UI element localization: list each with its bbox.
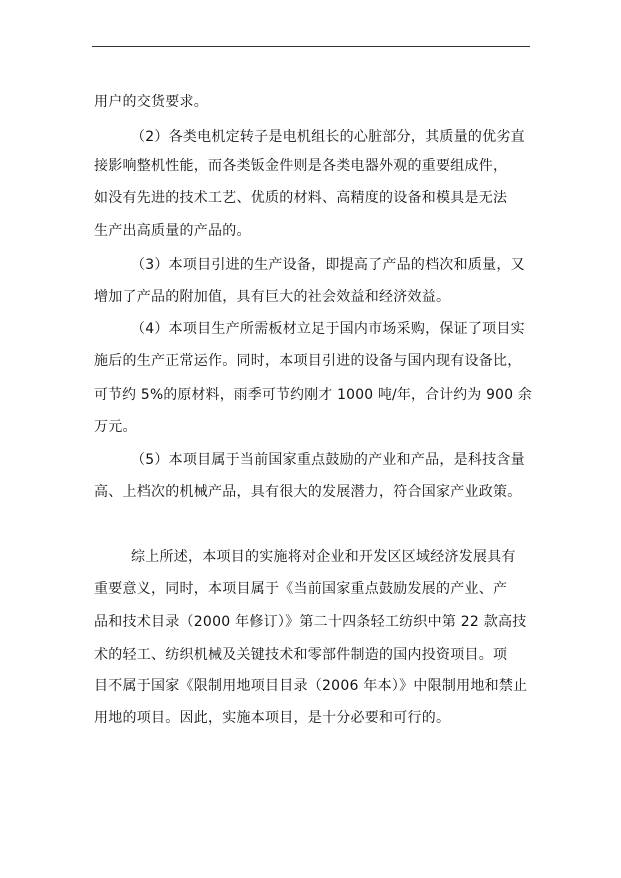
text-line: 用地的项目。因此，实施本项目，是十分必要和可行的。 — [94, 710, 451, 726]
header-divider — [92, 46, 530, 47]
text-line: （4）本项目生产所需板材立足于国内市场采购，保证了项目实 — [131, 321, 525, 337]
text-line: 可节约 5%的原材料，雨季可节约刚才 1000 吨/年，合计约为 900 余 — [94, 387, 533, 403]
text-line: 高、上档次的机械产品，具有很大的发展潜力，符合国家产业政策。 — [94, 484, 522, 500]
text-line: （2）各类电机定转子是电机组长的心脏部分，其质量的优劣直 — [131, 129, 525, 145]
text-line: 术的轻工、纺织机械及关键技术和零部件制造的国内投资项目。项 — [94, 647, 508, 663]
text-line: 综上所述，本项目的实施将对企业和开发区区域经济发展具有 — [131, 549, 516, 565]
text-line: 生产出高质量的产品的。 — [94, 223, 251, 239]
text-line: 接影响整机性能，而各类钣金件则是各类电器外观的重要组成件， — [94, 158, 508, 174]
text-line: 用户的交货要求。 — [94, 94, 208, 110]
text-line: 品和技术目录（2000 年修订）》第二十四条轻工纺织中第 22 款高技 — [94, 614, 527, 630]
text-line: 增加了产品的附加值，具有巨大的社会效益和经济效益。 — [94, 289, 451, 305]
text-line: 目不属于国家《限制用地项目目录（2006 年本）》中限制用地和禁止 — [94, 678, 528, 694]
text-line: 万元。 — [94, 419, 137, 435]
text-line: 重要意义，同时，本项目属于《当前国家重点鼓励发展的产业、产 — [94, 581, 508, 597]
text-line: 施后的生产正常运作。同时，本项目引进的设备与国内现有设备比， — [94, 353, 522, 369]
text-line: 如没有先进的技术工艺、优质的材料、高精度的设备和模具是无法 — [94, 190, 508, 206]
text-line: （3）本项目引进的生产设备，即提高了产品的档次和质量，又 — [131, 257, 525, 273]
text-line: （5）本项目属于当前国家重点鼓励的产业和产品，是科技含量 — [131, 452, 525, 468]
